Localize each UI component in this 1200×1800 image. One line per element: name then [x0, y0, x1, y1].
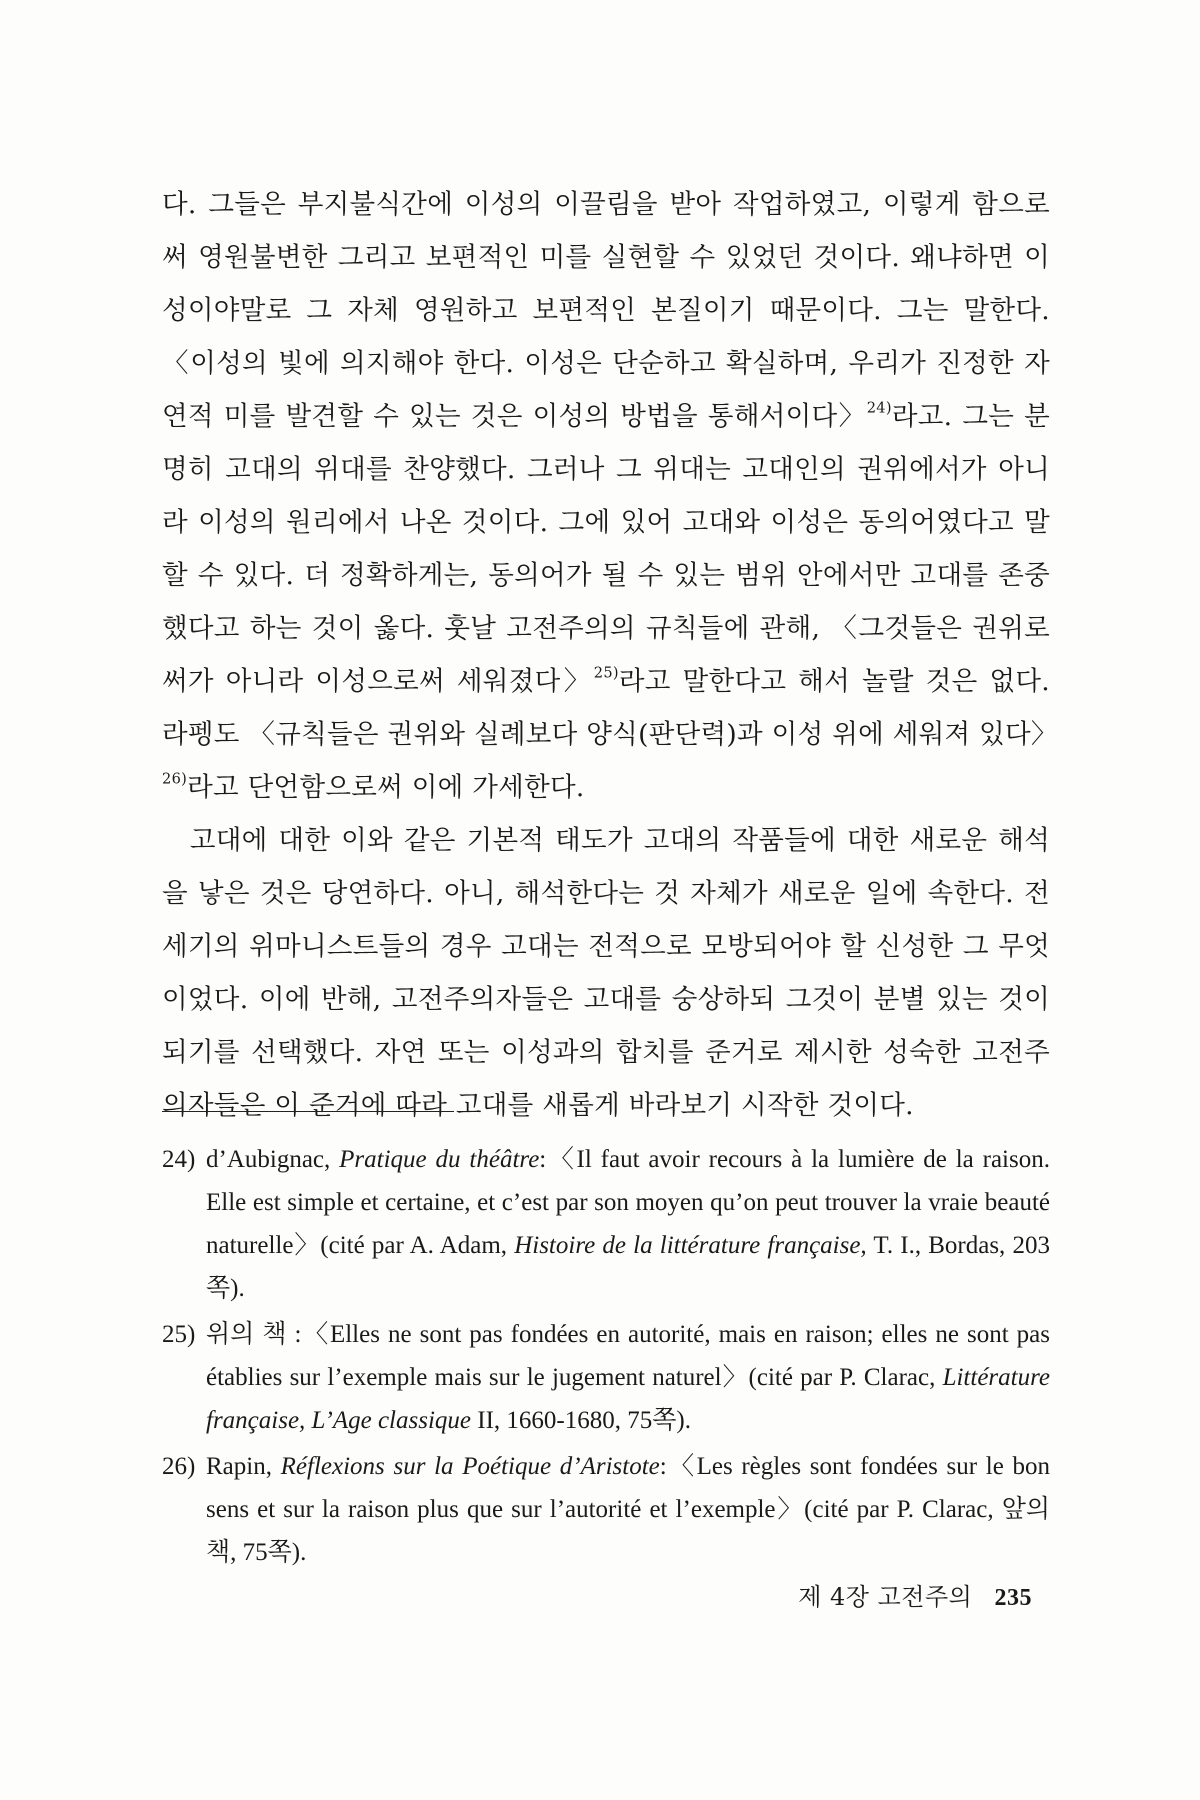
- footnote-number: 24): [162, 1146, 196, 1173]
- running-footer: [798, 1577, 1032, 1612]
- paragraph-1-text-d: 라고 단언함으로써 이에 가세한다.: [187, 772, 585, 803]
- footnote-25-title-1: Littérature française, L’Age classique: [206, 1364, 1050, 1434]
- footnote-text: [206, 1445, 1050, 1574]
- footnote-number: 25): [162, 1321, 196, 1348]
- page-number: 235: [994, 1585, 1032, 1611]
- footnote-ref-25: 25): [593, 664, 619, 682]
- footnote-24-text-a: d’Aubignac,: [206, 1146, 340, 1173]
- footnote-26-text-a: Rapin,: [206, 1453, 281, 1480]
- footnote-26-title-1: Réflexions sur la Poétique d’Aristote: [280, 1453, 660, 1480]
- paragraph-2: 고대에 대한 이와 같은 기본적 태도가 고대의 작품들에 대한 새로운 해석을 낳은 것은 당연하다. 아니, 해석한다는 것 자체가 새로운 일에 속한다. 전세기의 위마니스트들의 경우 고대는 전적으로 모방되어야 할 신성한 그 무엇이었다. 이에 반해, 고전주의자들은 고대를 숭상하되 그것이 분별 있는 것이 되기를 선택했다. 자연 또는 이성과의 합치를 준거로 제시한 성숙한 고전주의자들은 이 준거에 따라 고대를 새롭게 바라보기 시작한 것이다.: [162, 825, 1050, 1121]
- footnote-25: [162, 1313, 1050, 1442]
- chapter-title: 제 4장 고전주의: [798, 1583, 973, 1611]
- footnote-25-text-a: 위의 책 :〈Elles ne sont pas fondées en autorité, mais en raison; elles ne sont pas établies sur l’exemple mais sur le jugement naturel〉(cité par P. Clarac,: [206, 1321, 1050, 1391]
- paragraph-1-text-a: 다. 그들은 부지불식간에 이성의 이끌림을 받아 작업하였고, 이렇게 함으로써 영원불변한 그리고 보편적인 미를 실현할 수 있었던 것이다. 왜냐하면 이성이야말로 그 자체 영원하고 보편적인 본질이기 때문이다. 그는 말한다. 〈이성의 빛에 의지해야 한다. 이성은 단순하고 확실하며, 우리가 진정한 자연적 미를 발견할 수 있는 것은 이성의 방법을 통해서이다〉: [162, 189, 1050, 432]
- footnote-ref-24: 24): [866, 399, 892, 417]
- footnote-24-text-b: :〈Il faut avoir recours à la lumière de la raison. Elle est simple et certaine, et c’est par son moyen qu’on peut trouver la vraie beauté naturelle〉(cité par A. Adam,: [206, 1146, 1050, 1259]
- footnote-24-text-c: T. I., Bordas, 203쪽).: [206, 1232, 1050, 1302]
- footnote-24-title-1: Pratique du théâtre: [339, 1146, 540, 1173]
- paragraph-1-text-b: 라고. 그는 분명히 고대의 위대를 찬양했다. 그러나 그 위대는 고대인의 권위에서가 아니라 이성의 원리에서 나온 것이다. 그에 있어 고대와 이성은 동의어였다고 말할 수 있다. 더 정확하게는, 동의어가 될 수 있는 범위 안에서만 고대를 존중했다고 하는 것이 옳다. 훗날 고전주의의 규칙들에 관해, 〈그것들은 권위로써가 아니라 이성으로써 세워졌다〉: [162, 401, 1050, 697]
- footnote-25-text-b: II, 1660-1680, 75쪽).: [471, 1407, 691, 1434]
- main-text: [162, 178, 1058, 1132]
- footnote-ref-26: 26): [162, 770, 188, 788]
- footnote-text: [206, 1313, 1050, 1442]
- footnote-number: 26): [162, 1453, 196, 1480]
- paragraph-1-text-c: 라고 말한다고 해서 놀랄 것은 없다. 라펭도 〈규칙들은 권위와 실례보다 양식(판단력)과 이성 위에 세워져 있다〉: [162, 666, 1058, 750]
- paragraph-1: [162, 178, 1058, 814]
- footnote-24: [162, 1138, 1050, 1310]
- footnotes: [162, 1138, 1050, 1577]
- footnote-separator: [162, 1111, 454, 1112]
- footnote-24-title-2: Histoire de la littérature française,: [514, 1232, 867, 1259]
- footnote-26: [162, 1445, 1050, 1574]
- footnote-26-text-b: :〈Les règles sont fondées sur le bon sens et sur la raison plus que sur l’autorité et l’exemple〉(cité par P. Clarac, 앞의 책, 75쪽).: [206, 1453, 1050, 1566]
- footnote-text: [206, 1138, 1050, 1310]
